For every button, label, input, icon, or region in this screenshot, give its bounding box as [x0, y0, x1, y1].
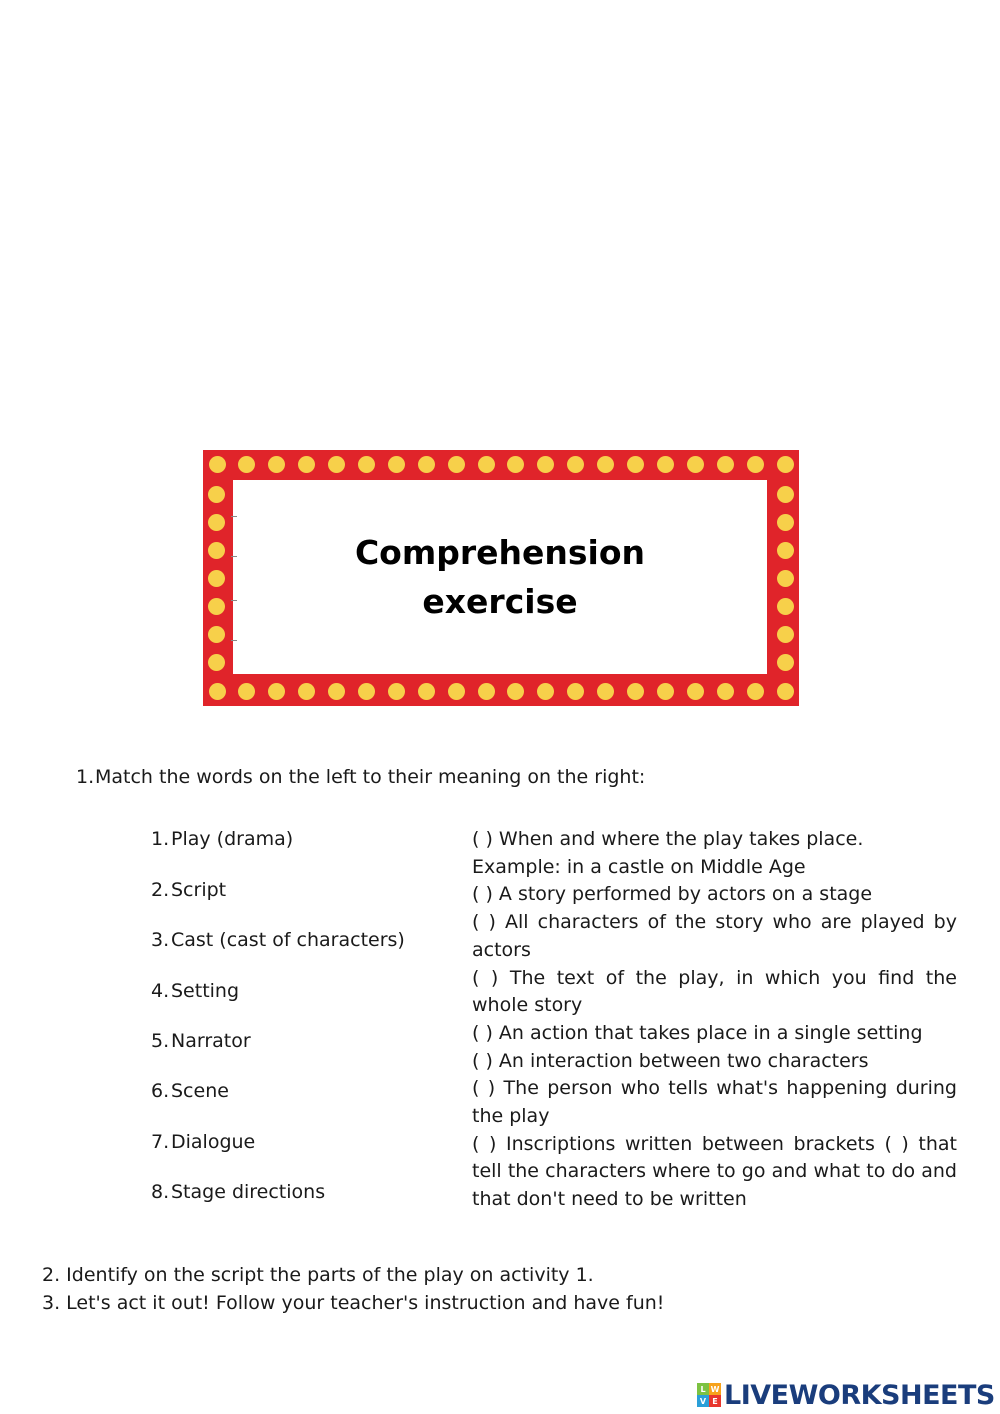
bulb-light-icon	[298, 456, 315, 473]
logo-letter: L	[697, 1383, 709, 1395]
question-1-text: Match the words on the left to their meaning on the right:	[95, 766, 646, 788]
bulb-light-icon	[208, 654, 225, 671]
bulb-light-icon	[747, 456, 764, 473]
banner-panel	[233, 480, 767, 674]
word-item	[151, 1129, 255, 1155]
bulb-light-icon	[687, 683, 704, 700]
logo-letter: V	[697, 1395, 709, 1407]
bulb-light-icon	[209, 456, 226, 473]
meaning-example: Example: in a castle on Middle Age	[472, 855, 806, 878]
frame-tick	[231, 556, 237, 557]
bulb-light-icon	[777, 598, 794, 615]
bulb-light-icon	[238, 683, 255, 700]
word-item	[151, 877, 226, 903]
bulb-light-icon	[478, 683, 495, 700]
bulb-light-icon	[777, 626, 794, 643]
word-item	[151, 1179, 325, 1205]
question-2: 2. Identify on the script the parts of the play on activity 1.	[42, 1264, 594, 1286]
meaning-item: ( ) A story performed by actors on a stage	[472, 883, 873, 906]
bulb-light-icon	[567, 456, 584, 473]
marquee-banner	[203, 450, 799, 706]
word-label: Stage directions	[171, 1181, 326, 1203]
bulb-light-icon	[268, 456, 285, 473]
bulb-light-icon	[418, 456, 435, 473]
bulb-light-icon	[687, 456, 704, 473]
meaning-item: ( ) An interaction between two characters	[472, 1049, 869, 1072]
bulb-light-icon	[627, 683, 644, 700]
word-number: 1.	[151, 828, 170, 850]
bulb-light-icon	[777, 456, 794, 473]
bulb-light-icon	[208, 626, 225, 643]
word-item	[151, 978, 239, 1004]
word-number: 4.	[151, 980, 170, 1002]
liveworksheets-logo	[697, 1378, 995, 1412]
word-label: Script	[171, 879, 227, 901]
word-number: 2.	[151, 879, 170, 901]
bulb-light-icon	[567, 683, 584, 700]
bulb-light-icon	[448, 683, 465, 700]
logo-text: LIVEWORKSHEETS	[724, 1379, 995, 1411]
bulb-light-icon	[717, 683, 734, 700]
word-label: Scene	[171, 1080, 229, 1102]
bulb-light-icon	[777, 683, 794, 700]
meaning-item: ( ) All characters of the story who are played by actors	[472, 911, 957, 961]
bulb-light-icon	[358, 456, 375, 473]
word-label: Play (drama)	[171, 828, 294, 850]
word-number: 7.	[151, 1131, 170, 1153]
meaning-item: ( ) Inscriptions written between brackets ( ) that tell the characters where to go and what to do and that don't need to be written	[472, 1132, 957, 1211]
meaning-item: ( ) An action that takes place in a single setting	[472, 1021, 923, 1044]
bulb-light-icon	[657, 683, 674, 700]
bulb-light-icon	[208, 598, 225, 615]
meaning-item: ( ) When and where the play takes place.	[472, 828, 864, 850]
word-number: 3.	[151, 929, 170, 951]
bulb-light-icon	[777, 570, 794, 587]
bulb-light-icon	[298, 683, 315, 700]
question-1-number: 1.	[76, 766, 95, 788]
frame-tick	[231, 640, 237, 641]
word-label: Dialogue	[171, 1131, 256, 1153]
bulb-light-icon	[238, 456, 255, 473]
bulb-light-icon	[657, 456, 674, 473]
logo-letter: E	[709, 1395, 721, 1407]
bulb-light-icon	[478, 456, 495, 473]
bulb-light-icon	[448, 456, 465, 473]
meaning-item: ( ) The person who tells what's happening during the play	[472, 1077, 957, 1128]
bulb-light-icon	[777, 542, 794, 559]
bulb-light-icon	[627, 456, 644, 473]
bulb-light-icon	[747, 683, 764, 700]
question-3: 3. Let's act it out! Follow your teacher's instruction and have fun!	[42, 1292, 665, 1314]
bulb-light-icon	[208, 486, 225, 503]
frame-tick	[231, 516, 237, 517]
word-label: Narrator	[171, 1030, 251, 1052]
bulb-light-icon	[537, 456, 554, 473]
frame-tick	[231, 600, 237, 601]
word-label: Cast (cast of characters)	[171, 929, 405, 951]
bulb-light-icon	[597, 456, 614, 473]
meaning-list	[472, 826, 957, 1214]
bulb-light-icon	[358, 683, 375, 700]
bulb-light-icon	[777, 486, 794, 503]
bulb-light-icon	[537, 683, 554, 700]
logo-mark-icon	[697, 1383, 721, 1407]
bulb-light-icon	[717, 456, 734, 473]
logo-letter: W	[710, 1384, 720, 1394]
bulb-light-icon	[208, 570, 225, 587]
bulb-light-icon	[268, 683, 285, 700]
word-label: Setting	[171, 980, 240, 1002]
word-item	[151, 1028, 251, 1054]
word-number: 5.	[151, 1030, 170, 1052]
bulb-light-icon	[388, 683, 405, 700]
bulb-light-icon	[507, 683, 524, 700]
word-number: 8.	[151, 1181, 170, 1203]
bulb-light-icon	[328, 683, 345, 700]
word-number: 6.	[151, 1080, 170, 1102]
bulb-light-icon	[777, 514, 794, 531]
word-item	[151, 826, 293, 852]
meaning-item: ( ) The text of the play, in which you find the whole story	[472, 966, 957, 1017]
bulb-light-icon	[388, 456, 405, 473]
bulb-light-icon	[597, 683, 614, 700]
bulb-light-icon	[209, 683, 226, 700]
bulb-light-icon	[777, 654, 794, 671]
question-1-prompt	[76, 764, 645, 790]
word-item	[151, 927, 405, 953]
bulb-light-icon	[418, 683, 435, 700]
bulb-light-icon	[507, 456, 524, 473]
bulb-light-icon	[328, 456, 345, 473]
word-item	[151, 1078, 229, 1104]
bulb-light-icon	[208, 514, 225, 531]
page-title: Comprehension exercise	[354, 533, 646, 621]
bulb-light-icon	[208, 542, 225, 559]
